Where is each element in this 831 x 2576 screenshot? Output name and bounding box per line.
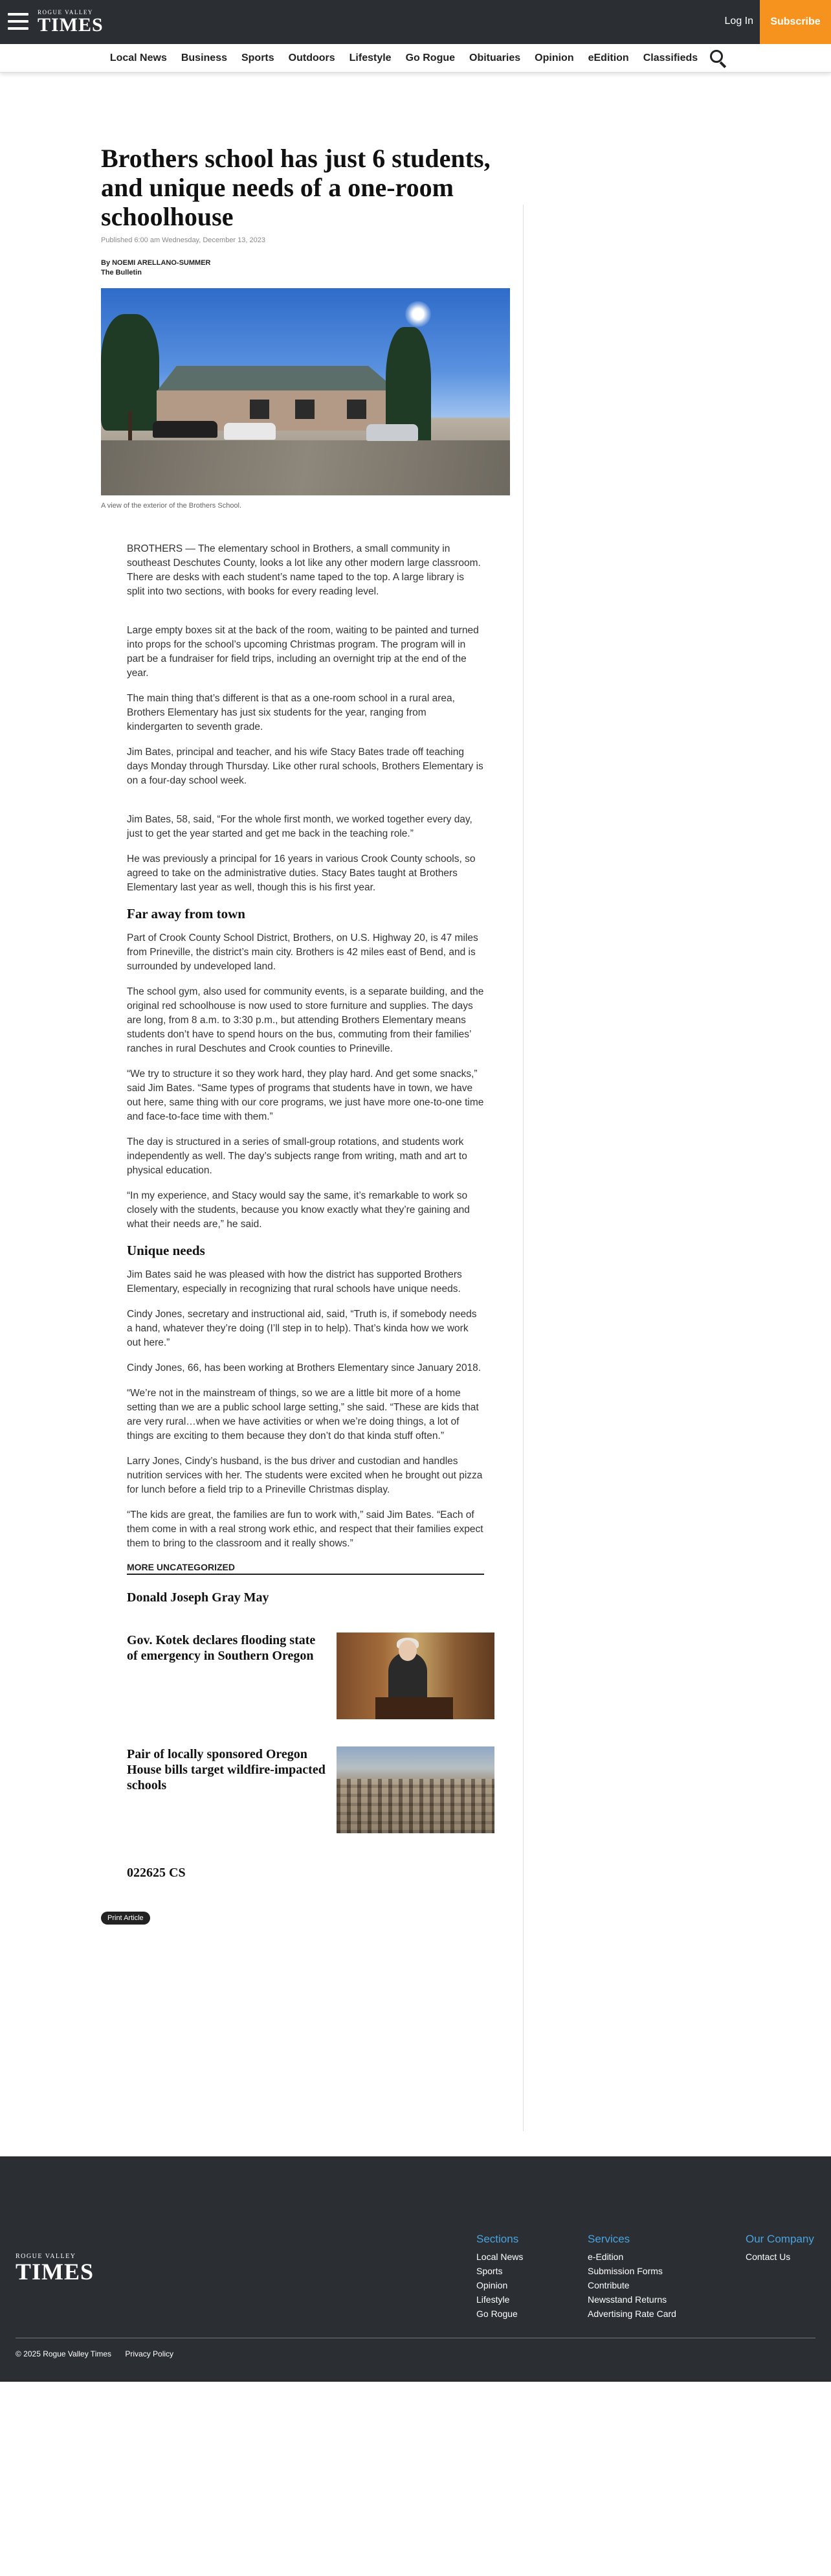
footer-link[interactable]: Local News bbox=[476, 2252, 524, 2262]
speaker-head bbox=[399, 1640, 417, 1661]
related-story-image[interactable] bbox=[337, 1633, 494, 1719]
article-paragraph: He was previously a principal for 16 years in various Crook County schools, so agreed to take on the administrative duties. Stacy Bates taught at Brothers Elementary last year as well, though this is his first year. bbox=[127, 853, 476, 893]
sidebar-divider bbox=[523, 205, 524, 2131]
sun-glare bbox=[405, 301, 431, 327]
related-story[interactable] bbox=[127, 1633, 494, 1719]
page-body bbox=[0, 73, 831, 2575]
related-story-image[interactable] bbox=[337, 1746, 494, 1833]
article-subhead: Far away from town bbox=[127, 906, 245, 921]
site-logo[interactable] bbox=[38, 9, 104, 35]
article-photo bbox=[101, 288, 510, 495]
related-story-title[interactable]: Gov. Kotek declares flooding state of emergency in Southern Oregon bbox=[127, 1633, 316, 1663]
footer-heading: Services bbox=[588, 2233, 630, 2245]
print-article-button[interactable]: Print Article bbox=[101, 1912, 150, 1925]
related-story-title[interactable]: Pair of locally sponsored Oregon House bills target wildfire-impacted schools bbox=[127, 1747, 326, 1792]
top-bar bbox=[0, 0, 831, 44]
podium bbox=[375, 1697, 453, 1719]
search-icon[interactable] bbox=[709, 49, 728, 68]
article-paragraph: “We’re not in the mainstream of things, so we are a little bit more of a home setting than we are a public school large setting,” she said. “These are kids that are very rural…when we have activities or when we’re doing things, a lot of things are exciting to them because they don’t do that kinda stuff often.” bbox=[127, 1388, 479, 1441]
article-paragraph: The day is structured in a series of small-group rotations, and students work independently as well. The day’s subjects range from writing, math and art to physical education. bbox=[127, 1136, 467, 1176]
more-story-link[interactable]: 022625 CS bbox=[127, 1866, 186, 1880]
article-subhead: Unique needs bbox=[127, 1243, 205, 1258]
article-headline: Brothers school has just 6 students, and unique needs of a one-room schoolhouse bbox=[101, 144, 491, 231]
school-roof bbox=[146, 366, 399, 392]
author-name: By NOEMI ARELLANO-SUMMER bbox=[101, 259, 211, 267]
school-window bbox=[347, 400, 366, 419]
article-column bbox=[101, 73, 510, 1925]
school-window bbox=[295, 400, 315, 419]
subscribe-button[interactable]: Subscribe bbox=[760, 0, 831, 44]
nav-eedition[interactable]: eEdition bbox=[588, 52, 629, 63]
menu-icon[interactable] bbox=[8, 13, 28, 30]
more-section-heading: MORE UNCATEGORIZED bbox=[127, 1562, 484, 1575]
article-paragraph: Jim Bates, principal and teacher, and his wife Stacy Bates trade off teaching days Monday through Thursday. Like other rural schools, Brothers Elementary is on a four-day school week. bbox=[127, 747, 483, 786]
article-paragraph: The school gym, also used for community events, is a separate building, and the original red schoolhouse is now used to store furniture and supplies. The days are long, from 8 a.m. to 3:30 p.m., but attending Brothers Elementary means students don’t have to spend hours on the bus, commuting from their families’ ranches in rural Deschutes and Crook counties to Prineville. bbox=[127, 986, 484, 1054]
footer-link[interactable]: Newsstand Returns bbox=[588, 2294, 667, 2305]
nav-obituaries[interactable]: Obituaries bbox=[469, 52, 521, 63]
school-window bbox=[250, 400, 269, 419]
site-footer bbox=[0, 2156, 831, 2382]
copyright-text: © 2025 Rogue Valley Times bbox=[16, 2349, 112, 2358]
article-paragraph: Cindy Jones, 66, has been working at Brothers Elementary since January 2018. bbox=[127, 1362, 482, 1373]
footer-link[interactable]: Lifestyle bbox=[476, 2294, 510, 2305]
nav-opinion[interactable]: Opinion bbox=[535, 52, 574, 63]
footer-heading: Our Company bbox=[746, 2233, 814, 2245]
footer-link[interactable]: Contribute bbox=[588, 2280, 630, 2290]
article-paragraph: BROTHERS — The elementary school in Brothers, a small community in southeast Deschutes County, looks a lot like any other modern large classroom. There are desks with each student’s name taped to the top. A large library is split into two sections, with books for every reading level. bbox=[127, 543, 481, 597]
nav-lifestyle[interactable]: Lifestyle bbox=[349, 52, 392, 63]
aerial-lots bbox=[337, 1779, 494, 1833]
article-paragraph: “We try to structure it so they work hard, they play hard. And get some snacks,” said Jim Bates. “Same types of programs that students have in town, we have out here, same thing with our core programs, we just have more one-to-one time and face-to-face time with them.” bbox=[127, 1068, 484, 1122]
article-paragraph: Jim Bates, 58, said, “For the whole first month, we worked together every day, just to get the year started and get me back in the teaching role.” bbox=[127, 814, 472, 839]
article-paragraph: “In my experience, and Stacy would say the same, it’s remarkable to work so closely with the students, because you know exactly what they’re gaining and what their needs are,” he said. bbox=[127, 1190, 470, 1230]
article-paragraph: The main thing that’s different is that as a one-room school in a rural area, Brothers Elementary has just six students for the year, ranging from kindergarten to seventh grade. bbox=[127, 693, 455, 732]
footer-link[interactable]: Contact Us bbox=[746, 2252, 791, 2262]
footer-logo[interactable] bbox=[16, 2254, 94, 2283]
parked-car bbox=[366, 424, 418, 441]
nav-go-rogue[interactable]: Go Rogue bbox=[405, 52, 456, 63]
login-link[interactable]: Log In bbox=[724, 16, 753, 27]
article-body bbox=[127, 542, 484, 1551]
footer-link[interactable]: Advertising Rate Card bbox=[588, 2309, 676, 2319]
privacy-policy-link[interactable]: Privacy Policy bbox=[125, 2349, 174, 2358]
main-nav bbox=[0, 44, 831, 73]
nav-business[interactable]: Business bbox=[181, 52, 227, 63]
footer-link[interactable]: Opinion bbox=[476, 2280, 508, 2290]
footer-link[interactable]: Submission Forms bbox=[588, 2266, 663, 2276]
publish-date: Published 6:00 am Wednesday, December 13, 2023 bbox=[101, 236, 265, 244]
footer-link[interactable]: Sports bbox=[476, 2266, 503, 2276]
author-organization: The Bulletin bbox=[101, 269, 142, 277]
article-paragraph: “The kids are great, the families are fun to work with,” said Jim Bates. “Each of them come in with a real strong work ethic, and respect that their families expect them to bring to the classroom and it really shows.” bbox=[127, 1509, 483, 1549]
footer-bottom bbox=[16, 2349, 173, 2358]
footer-link[interactable]: Go Rogue bbox=[476, 2309, 518, 2319]
article-paragraph: Cindy Jones, secretary and instructional aid, said, “Truth is, if somebody needs a hand, whatever they’re doing (I’ll step in to help). That’s kinda how we work out here.” bbox=[127, 1309, 477, 1348]
parking-lot bbox=[101, 440, 510, 495]
footer-logo-big: TIMES bbox=[16, 2259, 94, 2285]
byline bbox=[101, 258, 510, 278]
more-story-link[interactable]: Donald Joseph Gray May bbox=[127, 1590, 269, 1605]
logo-big-text: TIMES bbox=[38, 14, 104, 36]
article-paragraph: Part of Crook County School District, Brothers, on U.S. Highway 20, is 47 miles from Prineville, the district’s main city. Brothers is 42 miles east of Bend, and is surrounded by undeveloped land. bbox=[127, 932, 478, 972]
nav-outdoors[interactable]: Outdoors bbox=[288, 52, 335, 63]
footer-link[interactable]: e-Edition bbox=[588, 2252, 624, 2262]
photo-caption: A view of the exterior of the Brothers School. bbox=[101, 502, 242, 510]
nav-classifieds[interactable]: Classifieds bbox=[643, 52, 698, 63]
nav-sports[interactable]: Sports bbox=[241, 52, 274, 63]
parked-car bbox=[224, 423, 276, 440]
article-paragraph: Large empty boxes sit at the back of the room, waiting to be painted and turned into props for the school’s upcoming Christmas program. The program will in part be a fundraiser for field trips, including an overnight trip at the end of the year. bbox=[127, 625, 479, 679]
logo-small-text: ROGUE VALLEY bbox=[38, 9, 93, 16]
nav-local-news[interactable]: Local News bbox=[109, 52, 167, 63]
footer-company bbox=[746, 2233, 814, 2264]
article-paragraph: Jim Bates said he was pleased with how the district has supported Brothers Elementary, especially in recognizing that rural schools have unique needs. bbox=[127, 1269, 462, 1294]
footer-sections bbox=[476, 2233, 523, 2321]
related-story[interactable] bbox=[127, 1746, 494, 1833]
article-paragraph: Larry Jones, Cindy’s husband, is the bus driver and custodian and handles nutrition services with her. The students were excited when he brought out pizza for lunch before a field trip to a Prineville Christmas display. bbox=[127, 1456, 483, 1495]
footer-services bbox=[588, 2233, 676, 2321]
footer-heading: Sections bbox=[476, 2233, 519, 2245]
footer-logo-small: ROGUE VALLEY bbox=[16, 2253, 76, 2260]
parked-car bbox=[153, 421, 217, 438]
